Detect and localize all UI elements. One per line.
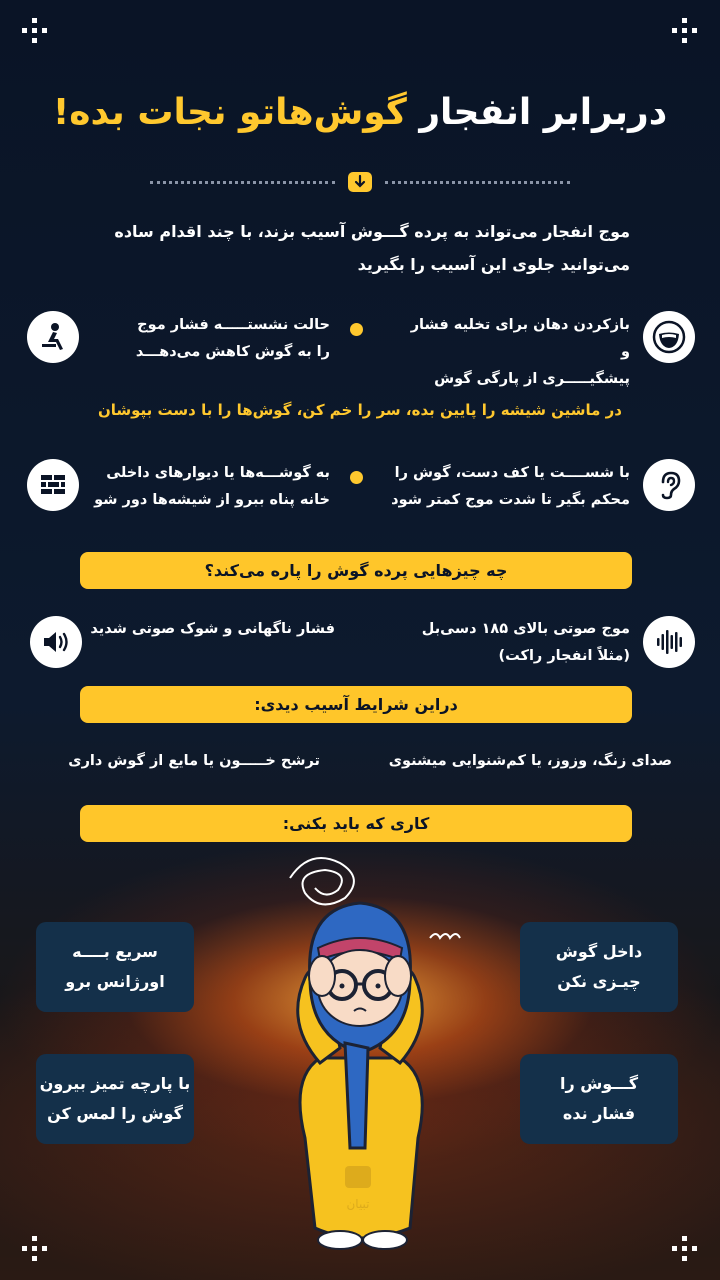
title-highlight: گوش‌هاتو نجات بده! bbox=[52, 92, 407, 133]
watermark-text: تبیان bbox=[346, 1197, 370, 1211]
card-dont-press-line-1: گـــوش را bbox=[559, 1074, 639, 1093]
intro-text bbox=[70, 215, 630, 281]
corner-ornament-icon bbox=[22, 1236, 48, 1262]
divider-right bbox=[385, 181, 570, 184]
check-bullet-icon bbox=[350, 471, 363, 484]
sitting-person-icon bbox=[27, 311, 79, 363]
tip-cover-ear-line-2: محکم بگیر تا شدت موج کمتر شود bbox=[391, 492, 630, 508]
card-go-emergency bbox=[36, 922, 194, 1012]
card-go-emergency-line-2: اورژانس برو bbox=[65, 972, 165, 991]
cause-sound-wave bbox=[390, 616, 630, 670]
card-dont-press bbox=[520, 1054, 678, 1144]
card-clean-cloth bbox=[36, 1054, 194, 1144]
car-tip: در ماشین شیشه را پایین بده، سر را خم کن، گوش‌ها را با دست بپوشان bbox=[97, 401, 623, 419]
arrow-down-icon bbox=[348, 172, 372, 192]
tip-sitting-line-1: حالت نشستـــــه فشار موج bbox=[137, 317, 330, 333]
symptom-ringing: صدای زنگ، وزوز، یا کم‌شنوایی میشنوی bbox=[388, 753, 672, 769]
tip-shelter bbox=[70, 460, 330, 514]
card-dont-insert-line-1: داخل گوش bbox=[555, 942, 643, 961]
ear-icon bbox=[643, 459, 695, 511]
check-bullet-icon bbox=[350, 323, 363, 336]
card-dont-insert bbox=[520, 922, 678, 1012]
banner-causes: چه چیزهایی پرده گوش را پاره می‌کند؟ bbox=[80, 552, 632, 589]
tip-shelter-line-2: خانه پناه ببرو از شیشه‌ها دور شو bbox=[94, 492, 330, 508]
cause-sound-wave-line-2: (مثلاً انفجار راکت) bbox=[498, 648, 630, 664]
cause-pressure-line-1: فشار ناگهانی و شوک صوتی شدید bbox=[90, 621, 335, 637]
cause-pressure bbox=[75, 616, 335, 643]
tip-sitting-line-2: را به گوش کاهش می‌دهـــد bbox=[135, 344, 330, 360]
tip-sitting bbox=[90, 312, 330, 366]
corner-ornament-icon bbox=[672, 18, 698, 44]
open-mouth-icon bbox=[643, 311, 695, 363]
tip-open-mouth-line-2: پیشگیـــــری از پارگی گوش bbox=[434, 371, 630, 387]
scroll-down-button[interactable] bbox=[348, 172, 372, 192]
divider-left bbox=[150, 181, 335, 184]
banner-actions: کاری که باید بکنی: bbox=[80, 805, 632, 842]
tip-cover-ear bbox=[390, 460, 630, 514]
card-clean-cloth-line-2: گوش را لمس کن bbox=[47, 1104, 183, 1123]
intro-line-2: می‌توانید جلوی این آسیب را بگیرید bbox=[357, 255, 630, 274]
tip-open-mouth bbox=[400, 312, 630, 393]
title-main: دربرابر انفجار bbox=[419, 92, 668, 133]
banner-symptoms: دراین شرایط آسیب دیدی: bbox=[80, 686, 632, 723]
tip-cover-ear-line-1: با شســــت یا کف دست، گوش را bbox=[394, 465, 630, 481]
corner-ornament-icon bbox=[22, 18, 48, 44]
symptom-bleeding: ترشح خـــــون یا مایع از گوش داری bbox=[68, 753, 320, 769]
tip-shelter-line-1: به گوشـــه‌ها یا دیوارهای داخلی bbox=[106, 465, 330, 481]
card-go-emergency-line-1: سریع بــــه bbox=[72, 942, 158, 961]
brick-wall-icon bbox=[27, 459, 79, 511]
cause-sound-wave-line-1: موج صوتی بالای ۱۸۵ دسی‌بل bbox=[421, 621, 630, 637]
intro-line-1: موج انفجار می‌تواند به پرده گـــوش آسیب بزند، با چند اقدام ساده bbox=[114, 222, 630, 241]
tip-open-mouth-line-1: بازکردن دهان برای تخلیه فشار و bbox=[410, 317, 630, 360]
girl-covering-ears-illustration bbox=[250, 848, 470, 1268]
card-clean-cloth-line-1: با پارچه تمیز بیرون bbox=[39, 1074, 191, 1093]
card-dont-insert-line-2: چیـزی نکن bbox=[557, 972, 641, 991]
card-dont-press-line-2: فشار نده bbox=[562, 1104, 636, 1123]
corner-ornament-icon bbox=[672, 1236, 698, 1262]
page-title bbox=[0, 92, 720, 133]
sound-wave-icon bbox=[643, 616, 695, 668]
speaker-icon bbox=[30, 616, 82, 668]
